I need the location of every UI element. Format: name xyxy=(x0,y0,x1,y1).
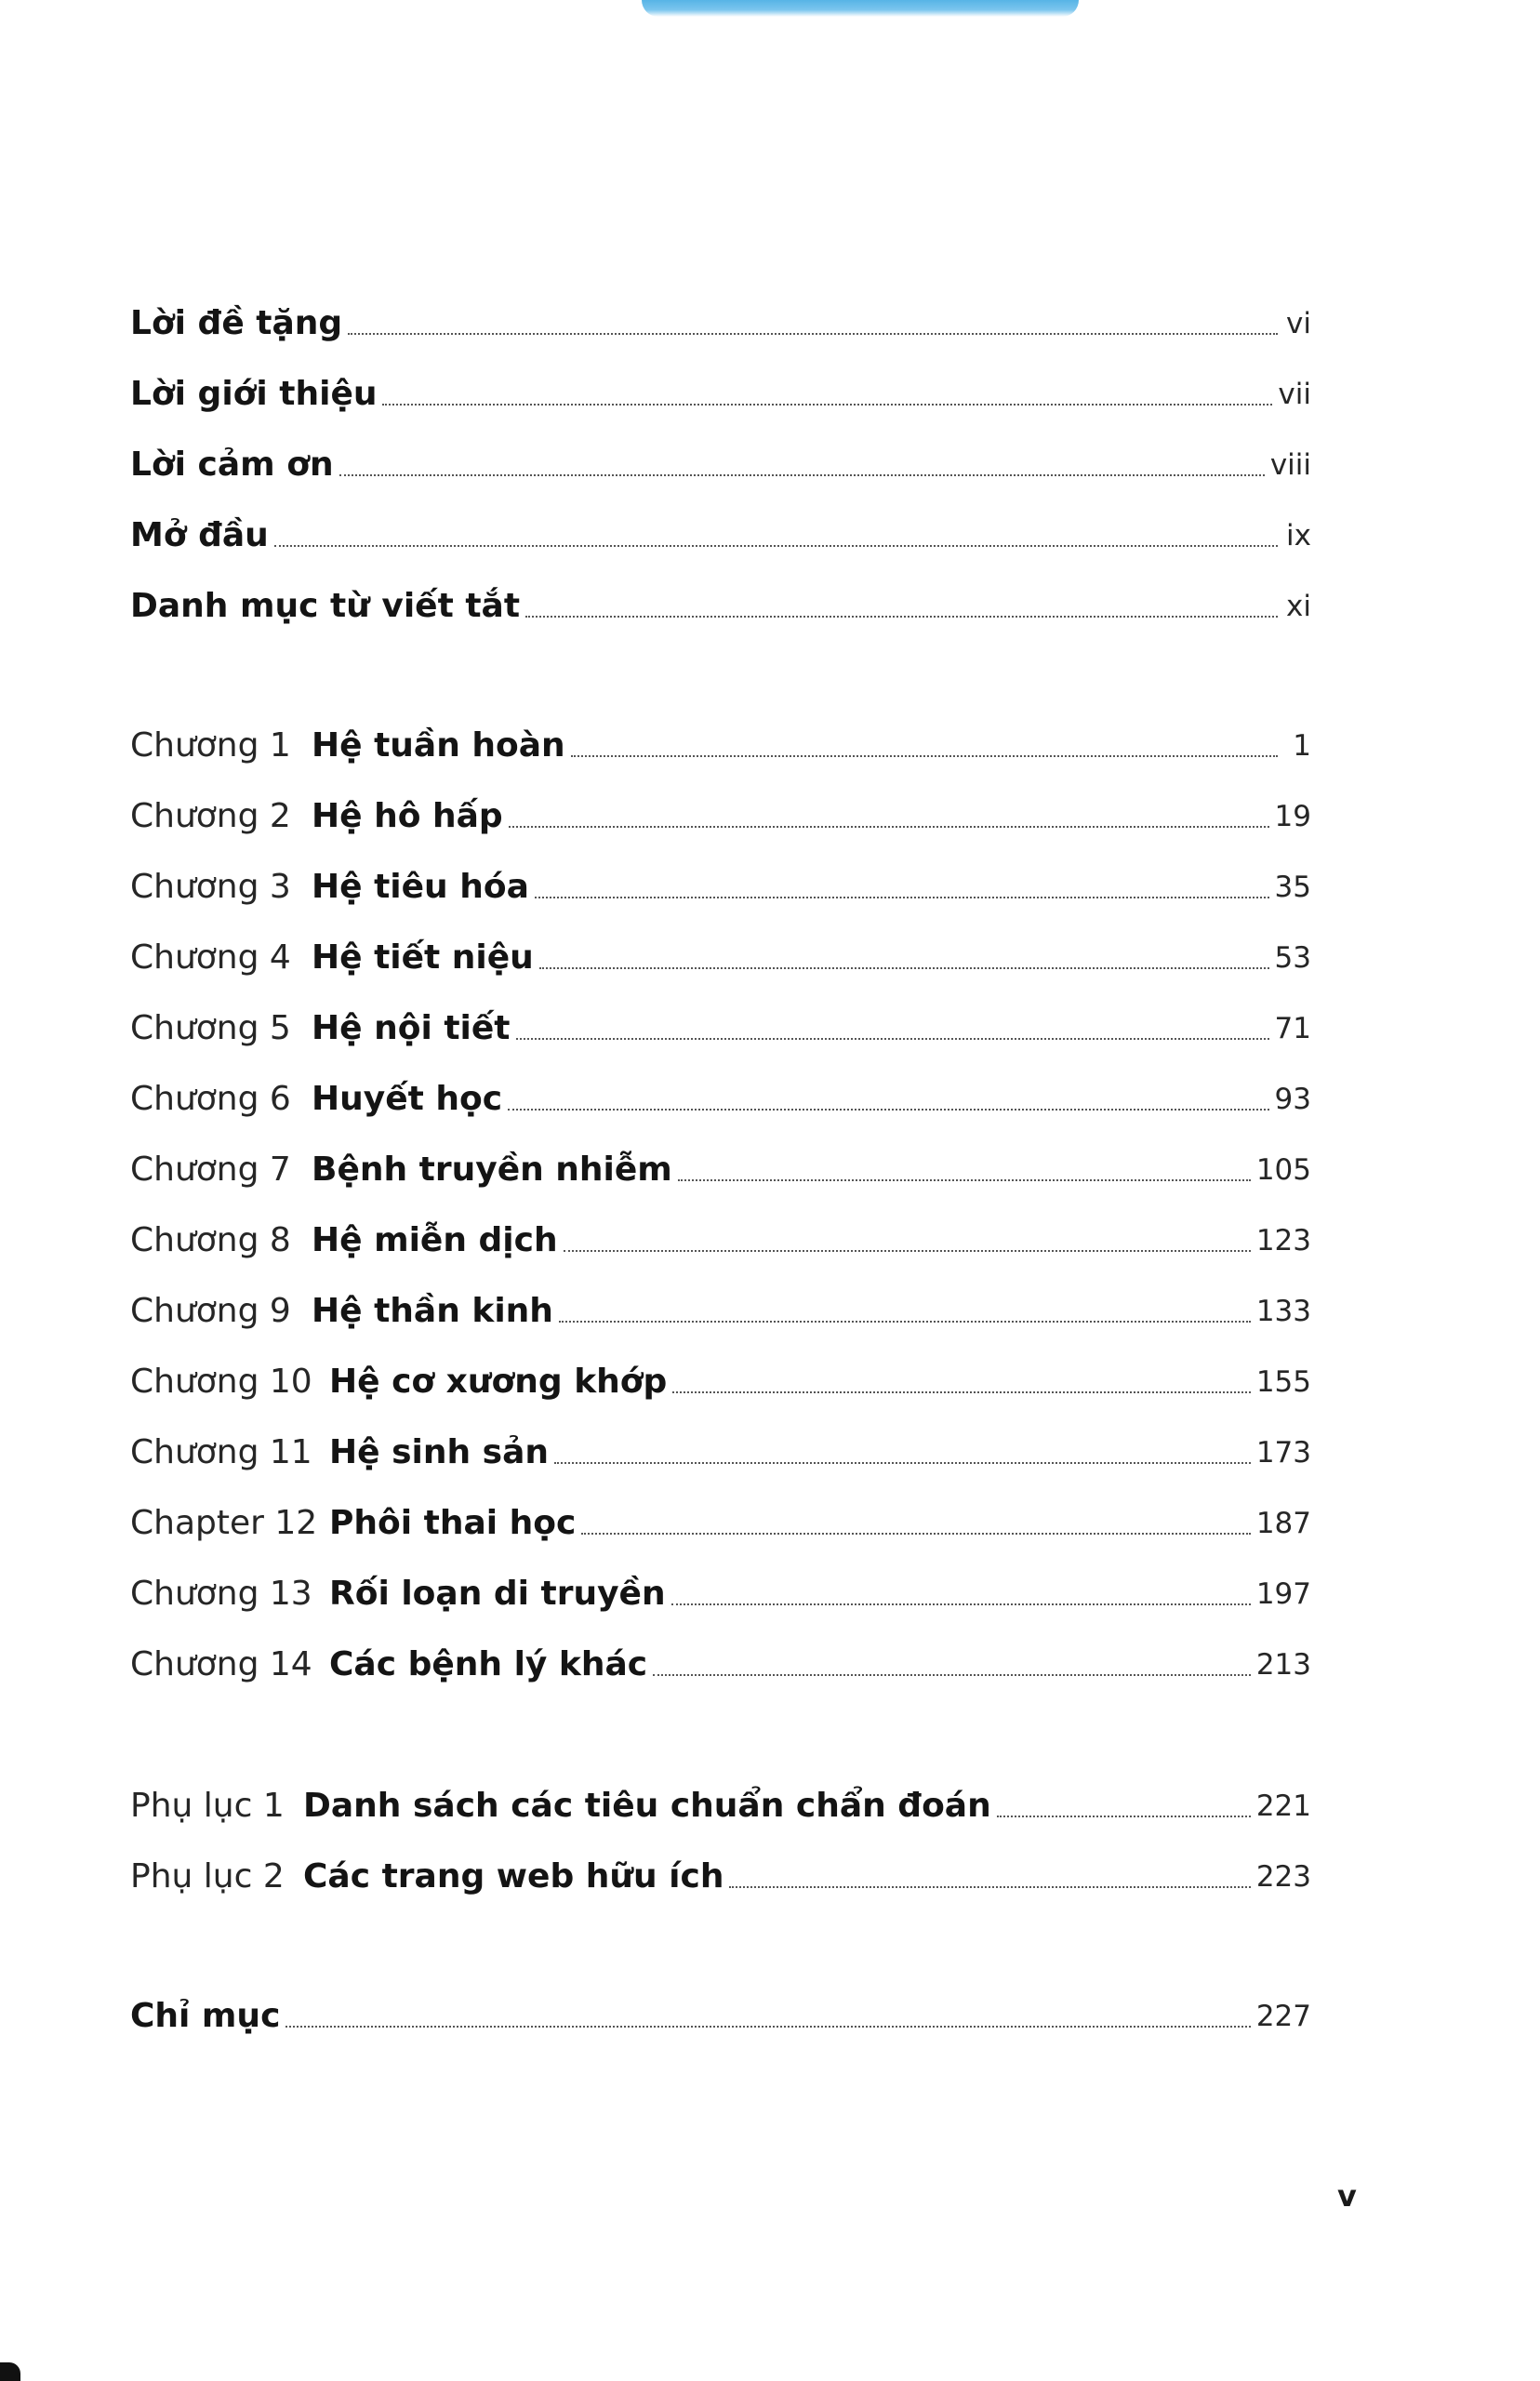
chapter-label: Chương 14 xyxy=(130,1645,312,1683)
entry-title: Lời cảm ơn xyxy=(130,446,334,484)
dot-leader xyxy=(535,897,1269,898)
entry-page: 133 xyxy=(1255,1295,1311,1328)
entry-page: 223 xyxy=(1255,1860,1311,1894)
chapter-label: Chương 5 xyxy=(130,1009,291,1047)
dot-leader xyxy=(274,545,1278,547)
entry-title: Các bệnh lý khác xyxy=(329,1645,648,1683)
entry-page: vii xyxy=(1278,378,1311,411)
toc-entry-chapter-1 xyxy=(130,718,1311,766)
toc-entry-introduction xyxy=(130,366,1311,415)
entry-title: Phôi thai học xyxy=(329,1504,577,1542)
toc-entry-chapter-4 xyxy=(130,930,1311,978)
chapter-label: Chương 6 xyxy=(130,1080,291,1118)
dot-leader xyxy=(285,2026,1250,2028)
dot-leader xyxy=(525,616,1278,618)
toc-entry-chapter-9 xyxy=(130,1284,1311,1332)
toc-entry-preface xyxy=(130,508,1311,556)
entry-page: viii xyxy=(1269,448,1311,482)
entry-title: Hệ tiết niệu xyxy=(312,938,534,977)
entry-title: Lời giới thiệu xyxy=(130,375,378,413)
entry-title: Hệ tuần hoàn xyxy=(312,726,565,765)
entry-title: Các trang web hữu ích xyxy=(303,1857,724,1895)
entry-title: Hệ nội tiết xyxy=(312,1009,511,1047)
entry-page: 71 xyxy=(1274,1012,1311,1045)
toc-entry-chapter-2 xyxy=(130,789,1311,837)
dot-leader xyxy=(564,1250,1251,1252)
entry-title: Lời đề tặng xyxy=(130,304,343,342)
chapter-label: Chapter 12 xyxy=(130,1504,318,1542)
appendix-label: Phụ lục 2 xyxy=(130,1857,285,1895)
dot-leader xyxy=(559,1321,1251,1323)
toc-entry-abbreviations xyxy=(130,579,1311,627)
chapter-label: Chương 11 xyxy=(130,1433,312,1471)
chapter-label: Chương 4 xyxy=(130,938,291,977)
toc-entry-chapter-11 xyxy=(130,1425,1311,1473)
toc-entry-index xyxy=(130,1989,1311,2037)
toc-entry-appendix-2 xyxy=(130,1849,1311,1897)
entry-page: 213 xyxy=(1255,1648,1311,1682)
dot-leader xyxy=(581,1533,1251,1535)
toc-entry-chapter-8 xyxy=(130,1213,1311,1261)
dot-leader xyxy=(672,1391,1251,1393)
entry-page: 1 xyxy=(1293,729,1311,763)
chapter-label: Chương 7 xyxy=(130,1151,291,1189)
dot-leader xyxy=(509,826,1269,828)
entry-title: Rối loạn di truyền xyxy=(329,1575,666,1613)
entry-page: 123 xyxy=(1255,1224,1311,1257)
entry-page: 35 xyxy=(1274,871,1311,904)
entry-page: ix xyxy=(1286,519,1311,552)
dot-leader xyxy=(382,404,1272,406)
dot-leader xyxy=(653,1674,1251,1676)
entry-title: Huyết học xyxy=(312,1080,503,1118)
entry-title: Chỉ mục xyxy=(130,1997,281,2035)
entry-page: 19 xyxy=(1274,800,1311,833)
entry-page: 197 xyxy=(1255,1577,1311,1611)
chapter-label: Chương 9 xyxy=(130,1292,291,1330)
dot-leader xyxy=(339,474,1265,476)
toc-entry-chapter-12 xyxy=(130,1496,1311,1544)
entry-title: Bệnh truyền nhiễm xyxy=(312,1151,672,1189)
entry-title: Hệ miễn dịch xyxy=(312,1221,558,1259)
dot-leader xyxy=(729,1886,1250,1888)
chapter-label: Chương 3 xyxy=(130,868,291,906)
entry-page: 105 xyxy=(1255,1153,1311,1187)
chapter-label: Chương 8 xyxy=(130,1221,291,1259)
entry-title: Hệ cơ xương khớp xyxy=(329,1363,668,1401)
entry-page: 221 xyxy=(1255,1789,1311,1823)
entry-page: 227 xyxy=(1255,2000,1311,2033)
toc-entry-dedication xyxy=(130,296,1311,344)
entry-title: Danh sách các tiêu chuẩn chẩn đoán xyxy=(303,1787,991,1825)
entry-page: 93 xyxy=(1274,1083,1311,1116)
page-number: v xyxy=(1337,2178,1357,2214)
entry-page: 155 xyxy=(1255,1365,1311,1399)
toc-entry-chapter-13 xyxy=(130,1566,1311,1615)
page-edge-accent xyxy=(642,0,1079,17)
toc-entry-chapter-6 xyxy=(130,1071,1311,1120)
dot-leader xyxy=(571,755,1278,757)
toc-entry-chapter-5 xyxy=(130,1001,1311,1049)
dot-leader xyxy=(508,1109,1268,1111)
entry-title: Hệ sinh sản xyxy=(329,1433,549,1471)
entry-page: 173 xyxy=(1255,1436,1311,1470)
chapter-label: Chương 13 xyxy=(130,1575,312,1613)
dot-leader xyxy=(348,333,1278,335)
toc-entry-appendix-1 xyxy=(130,1778,1311,1827)
entry-title: Danh mục từ viết tắt xyxy=(130,587,521,625)
dot-leader xyxy=(516,1038,1269,1040)
entry-page: 187 xyxy=(1255,1507,1311,1540)
appendix-label: Phụ lục 1 xyxy=(130,1787,285,1825)
chapter-label: Chương 2 xyxy=(130,797,291,835)
dot-leader xyxy=(678,1179,1251,1181)
chapter-label: Chương 10 xyxy=(130,1363,312,1401)
entry-page: xi xyxy=(1286,590,1311,623)
toc-entry-chapter-3 xyxy=(130,859,1311,908)
toc-entry-acknowledgements xyxy=(130,437,1311,486)
entry-title: Hệ thần kinh xyxy=(312,1292,553,1330)
entry-title: Hệ hô hấp xyxy=(312,797,503,835)
chapter-label: Chương 1 xyxy=(130,726,291,765)
entry-page: 53 xyxy=(1274,941,1311,975)
dot-leader xyxy=(997,1816,1251,1817)
dot-leader xyxy=(554,1462,1251,1464)
dot-leader xyxy=(671,1603,1251,1605)
entry-title: Mở đầu xyxy=(130,516,269,554)
toc-entry-chapter-14 xyxy=(130,1637,1311,1685)
scan-corner-mark xyxy=(0,2362,20,2381)
toc-entry-chapter-7 xyxy=(130,1142,1311,1190)
entry-page: vi xyxy=(1286,307,1311,340)
dot-leader xyxy=(539,967,1269,969)
entry-title: Hệ tiêu hóa xyxy=(312,868,529,906)
toc-entry-chapter-10 xyxy=(130,1354,1311,1403)
